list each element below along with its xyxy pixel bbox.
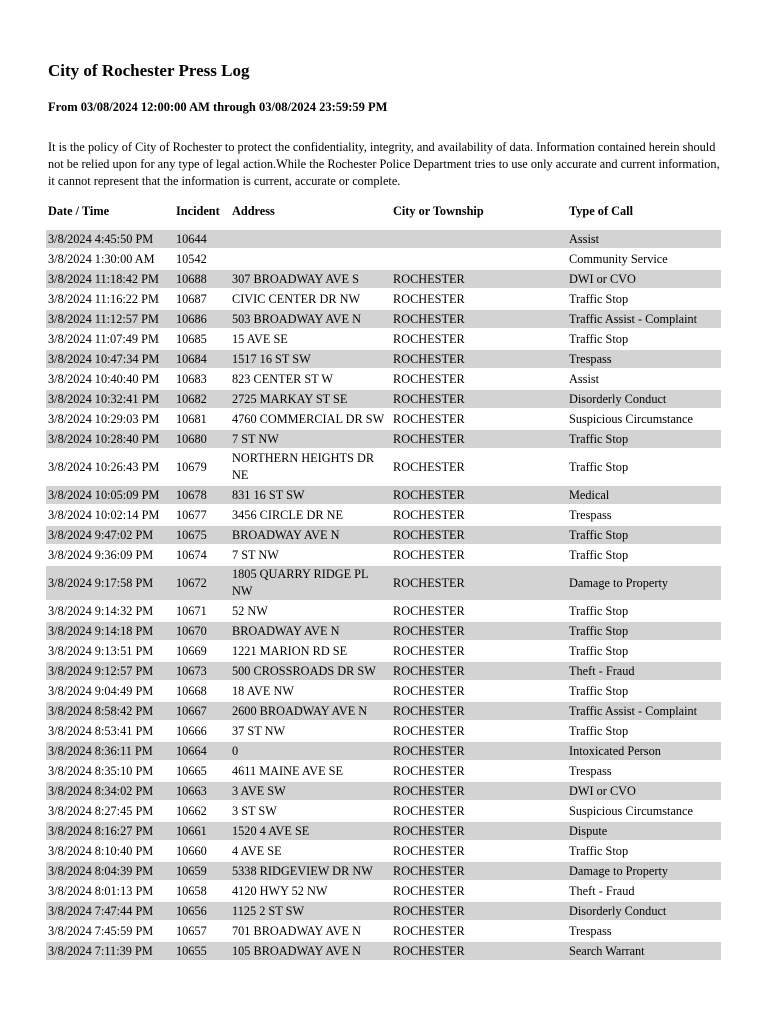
cell-incident: 10672 [174,566,230,600]
table-row [46,546,721,564]
cell-address: 831 16 ST SW [230,486,391,504]
table-row [46,506,721,524]
cell-address: 1520 4 AVE SE [230,822,391,840]
cell-datetime: 3/8/2024 10:32:41 PM [46,390,174,408]
cell-city: ROCHESTER [391,742,567,760]
cell-address: 1221 MARION RD SE [232,643,348,658]
cell-type: DWI or CVO [567,270,721,288]
cell-city: ROCHESTER [391,942,567,960]
table-row [46,370,721,388]
cell-city [391,250,567,268]
cell-address: 823 CENTER ST W [232,371,333,386]
cell-type: Medical [567,486,721,504]
cell-datetime: 3/8/2024 9:12:57 PM [46,662,174,680]
table-row [46,642,721,660]
table-row [46,230,721,248]
cell-city: ROCHESTER [393,459,465,474]
cell-city: ROCHESTER [393,683,465,698]
cell-datetime: 3/8/2024 11:12:57 PM [46,310,174,328]
cell-address: 4120 HWY 52 NW [232,883,328,898]
cell-incident: 10656 [174,902,230,920]
table-row [46,902,721,920]
cell-datetime: 3/8/2024 8:01:13 PM [48,883,154,898]
cell-incident: 10667 [174,702,230,720]
cell-datetime: 3/8/2024 8:04:39 PM [46,862,174,880]
table-row [46,882,721,900]
cell-datetime: 3/8/2024 10:40:40 PM [48,371,160,386]
cell-address: 503 BROADWAY AVE N [230,310,391,328]
cell-city: ROCHESTER [393,883,465,898]
cell-type: Disorderly Conduct [567,390,721,408]
cell-type: Traffic Stop [569,459,629,474]
cell-datetime: 3/8/2024 9:17:58 PM [46,566,174,600]
cell-datetime: 3/8/2024 9:14:32 PM [48,603,154,618]
cell-city: ROCHESTER [393,843,465,858]
cell-datetime: 3/8/2024 9:04:49 PM [48,683,154,698]
cell-incident: 10666 [176,723,207,738]
cell-incident: 10682 [174,390,230,408]
cell-type: Disorderly Conduct [567,902,721,920]
cell-address: NORTHERN HEIGHTS DR NE [232,451,375,482]
cell-address: 500 CROSSROADS DR SW [230,662,391,680]
cell-type: Traffic Stop [569,291,629,306]
table-row [46,486,721,504]
header-address: Address [232,204,275,218]
cell-city: ROCHESTER [391,390,567,408]
cell-type: Community Service [569,251,668,266]
cell-city: ROCHESTER [393,803,465,818]
cell-datetime: 3/8/2024 7:11:39 PM [46,942,174,960]
cell-address: 307 BROADWAY AVE S [230,270,391,288]
cell-datetime: 3/8/2024 7:47:44 PM [46,902,174,920]
cell-address: 18 AVE NW [232,683,294,698]
cell-datetime: 3/8/2024 10:05:09 PM [46,486,174,504]
cell-address: 7 ST NW [232,547,279,562]
cell-address: 52 NW [232,603,268,618]
table-row [46,250,721,268]
cell-incident: 10671 [176,603,207,618]
table-row [46,742,721,760]
cell-address: 0 [230,742,391,760]
table-row [46,662,721,680]
table-row [46,942,721,960]
cell-incident: 10658 [176,883,207,898]
cell-city: ROCHESTER [391,862,567,880]
cell-address: 3456 CIRCLE DR NE [232,507,344,522]
table-row [46,682,721,700]
cell-datetime: 3/8/2024 9:36:09 PM [48,547,154,562]
cell-incident: 10662 [176,803,207,818]
table-row [46,450,721,484]
cell-type: Theft - Fraud [569,883,635,898]
cell-incident: 10657 [176,923,207,938]
cell-incident: 10659 [174,862,230,880]
cell-city: ROCHESTER [393,603,465,618]
cell-city: ROCHESTER [391,662,567,680]
cell-address: BROADWAY AVE N [230,526,391,544]
cell-incident: 10681 [176,411,207,426]
cell-datetime: 3/8/2024 1:30:00 AM [48,251,155,266]
cell-type: Suspicious Circumstance [569,411,693,426]
cell-datetime: 3/8/2024 10:47:34 PM [46,350,174,368]
table-row [46,410,721,428]
cell-address: 1517 16 ST SW [230,350,391,368]
cell-city: ROCHESTER [393,291,465,306]
cell-incident: 10655 [174,942,230,960]
cell-type: Assist [567,230,721,248]
policy-statement: It is the policy of City of Rochester to protect the confidentiality, integrity, and availability of data. Information contained herein should not be relied upon for any type of legal action.While the Rochester Police Department tries to use only accurate and current information, it cannot represent that the information is current, accurate or complete. [48,140,720,188]
cell-incident: 10677 [176,507,207,522]
cell-type: Traffic Assist - Complaint [567,702,721,720]
cell-type: Assist [569,371,600,386]
cell-incident: 10686 [174,310,230,328]
cell-incident: 10670 [174,622,230,640]
cell-datetime: 3/8/2024 8:16:27 PM [46,822,174,840]
cell-type: Traffic Stop [569,603,629,618]
cell-incident: 10663 [174,782,230,800]
header-incident: Incident [176,204,220,218]
cell-type: Dispute [567,822,721,840]
cell-type: Theft - Fraud [567,662,721,680]
cell-datetime: 3/8/2024 8:35:10 PM [48,763,154,778]
table-row [46,290,721,308]
cell-datetime: 3/8/2024 8:10:40 PM [48,843,154,858]
header-datetime: Date / Time [48,204,110,218]
cell-incident: 10664 [174,742,230,760]
table-header-row [46,194,721,228]
cell-incident: 10661 [174,822,230,840]
cell-type: Traffic Stop [567,526,721,544]
table-body [46,230,721,960]
cell-address: 105 BROADWAY AVE N [230,942,391,960]
cell-type: Suspicious Circumstance [569,803,693,818]
press-log-table [46,192,721,962]
cell-incident: 10684 [174,350,230,368]
cell-type: Traffic Stop [569,331,629,346]
cell-city: ROCHESTER [393,547,465,562]
cell-address [230,230,391,248]
cell-datetime: 3/8/2024 4:45:50 PM [46,230,174,248]
page-title: City of Rochester Press Log [48,61,250,80]
header-city: City or Township [393,204,484,218]
cell-datetime: 3/8/2024 10:26:43 PM [48,459,160,474]
cell-city: ROCHESTER [393,331,465,346]
cell-incident: 10665 [176,763,207,778]
cell-incident: 10669 [176,643,207,658]
cell-type: Traffic Stop [569,643,629,658]
cell-type: Trespass [567,350,721,368]
cell-datetime: 3/8/2024 8:58:42 PM [46,702,174,720]
cell-type: Traffic Stop [569,723,629,738]
cell-city: ROCHESTER [391,822,567,840]
cell-address: 1125 2 ST SW [230,902,391,920]
cell-address: 3 ST SW [232,803,277,818]
cell-city: ROCHESTER [393,923,465,938]
cell-datetime: 3/8/2024 10:29:03 PM [48,411,160,426]
cell-city: ROCHESTER [393,411,465,426]
cell-city: ROCHESTER [391,430,567,448]
cell-incident: 10685 [176,331,207,346]
table-row [46,762,721,780]
table-row [46,430,721,448]
cell-type: Trespass [569,507,612,522]
cell-address: 4760 COMMERCIAL DR SW [232,411,385,426]
table-row [46,526,721,544]
date-range: From 03/08/2024 12:00:00 AM through 03/08/2024 23:59:59 PM [48,100,388,114]
cell-type: Damage to Property [567,862,721,880]
cell-address: 37 ST NW [232,723,286,738]
cell-type: Damage to Property [567,566,721,600]
cell-type: Search Warrant [567,942,721,960]
cell-datetime: 3/8/2024 11:07:49 PM [48,331,159,346]
cell-address: 3 AVE SW [230,782,391,800]
cell-city: ROCHESTER [391,310,567,328]
header-type: Type of Call [569,204,633,218]
cell-incident: 10644 [174,230,230,248]
table-row [46,862,721,880]
cell-address: CIVIC CENTER DR NW [232,291,361,306]
cell-incident: 10683 [176,371,207,386]
cell-address: 1805 QUARRY RIDGE PL NW [230,566,391,600]
table-row [46,782,721,800]
cell-datetime: 3/8/2024 7:45:59 PM [48,923,154,938]
cell-city: ROCHESTER [391,526,567,544]
cell-city: ROCHESTER [391,350,567,368]
cell-address: 4 AVE SE [232,843,282,858]
cell-address: 2600 BROADWAY AVE N [230,702,391,720]
cell-address: 15 AVE SE [232,331,288,346]
cell-type: Trespass [569,923,612,938]
cell-city: ROCHESTER [391,566,567,600]
cell-datetime: 3/8/2024 11:18:42 PM [46,270,174,288]
table-row [46,270,721,288]
cell-type: Traffic Stop [569,547,629,562]
table-row [46,842,721,860]
cell-incident: 10687 [176,291,207,306]
cell-city: ROCHESTER [391,486,567,504]
cell-address: BROADWAY AVE N [230,622,391,640]
cell-address: 4611 MAINE AVE SE [232,763,344,778]
cell-incident: 10660 [176,843,207,858]
cell-type: Traffic Assist - Complaint [567,310,721,328]
cell-datetime: 3/8/2024 9:13:51 PM [48,643,154,658]
cell-incident: 10688 [174,270,230,288]
cell-datetime: 3/8/2024 8:53:41 PM [48,723,154,738]
cell-address: 7 ST NW [230,430,391,448]
table-row [46,390,721,408]
cell-datetime: 3/8/2024 9:14:18 PM [46,622,174,640]
cell-city: ROCHESTER [393,763,465,778]
table-row [46,566,721,600]
cell-type: DWI or CVO [567,782,721,800]
cell-city: ROCHESTER [391,702,567,720]
cell-incident: 10542 [176,251,207,266]
cell-incident: 10673 [174,662,230,680]
cell-type: Traffic Stop [569,683,629,698]
cell-city: ROCHESTER [391,782,567,800]
cell-city: ROCHESTER [393,371,465,386]
cell-type: Intoxicated Person [567,742,721,760]
cell-datetime: 3/8/2024 8:36:11 PM [46,742,174,760]
table-row [46,922,721,940]
cell-city: ROCHESTER [391,902,567,920]
cell-city: ROCHESTER [391,622,567,640]
cell-city: ROCHESTER [393,643,465,658]
cell-address: 701 BROADWAY AVE N [232,923,362,938]
cell-type: Trespass [569,763,612,778]
cell-address: 2725 MARKAY ST SE [230,390,391,408]
cell-incident: 10678 [174,486,230,504]
cell-datetime: 3/8/2024 9:47:02 PM [46,526,174,544]
cell-city: ROCHESTER [393,723,465,738]
cell-type: Traffic Stop [567,622,721,640]
cell-incident: 10680 [174,430,230,448]
cell-city [391,230,567,248]
cell-datetime: 3/8/2024 11:16:22 PM [48,291,159,306]
table-row [46,702,721,720]
cell-address: 5338 RIDGEVIEW DR NW [230,862,391,880]
cell-datetime: 3/8/2024 10:28:40 PM [46,430,174,448]
cell-datetime: 3/8/2024 8:27:45 PM [48,803,154,818]
table-row [46,622,721,640]
table-row [46,802,721,820]
cell-type: Traffic Stop [569,843,629,858]
cell-incident: 10668 [176,683,207,698]
table-row [46,310,721,328]
cell-type: Traffic Stop [567,430,721,448]
table-row [46,330,721,348]
cell-incident: 10675 [174,526,230,544]
table-row [46,822,721,840]
cell-datetime: 3/8/2024 10:02:14 PM [48,507,160,522]
cell-incident: 10679 [176,459,207,474]
cell-address [230,250,391,268]
cell-city: ROCHESTER [391,270,567,288]
table-row [46,602,721,620]
cell-incident: 10674 [176,547,207,562]
table-row [46,350,721,368]
cell-city: ROCHESTER [393,507,465,522]
cell-datetime: 3/8/2024 8:34:02 PM [46,782,174,800]
table-row [46,722,721,740]
